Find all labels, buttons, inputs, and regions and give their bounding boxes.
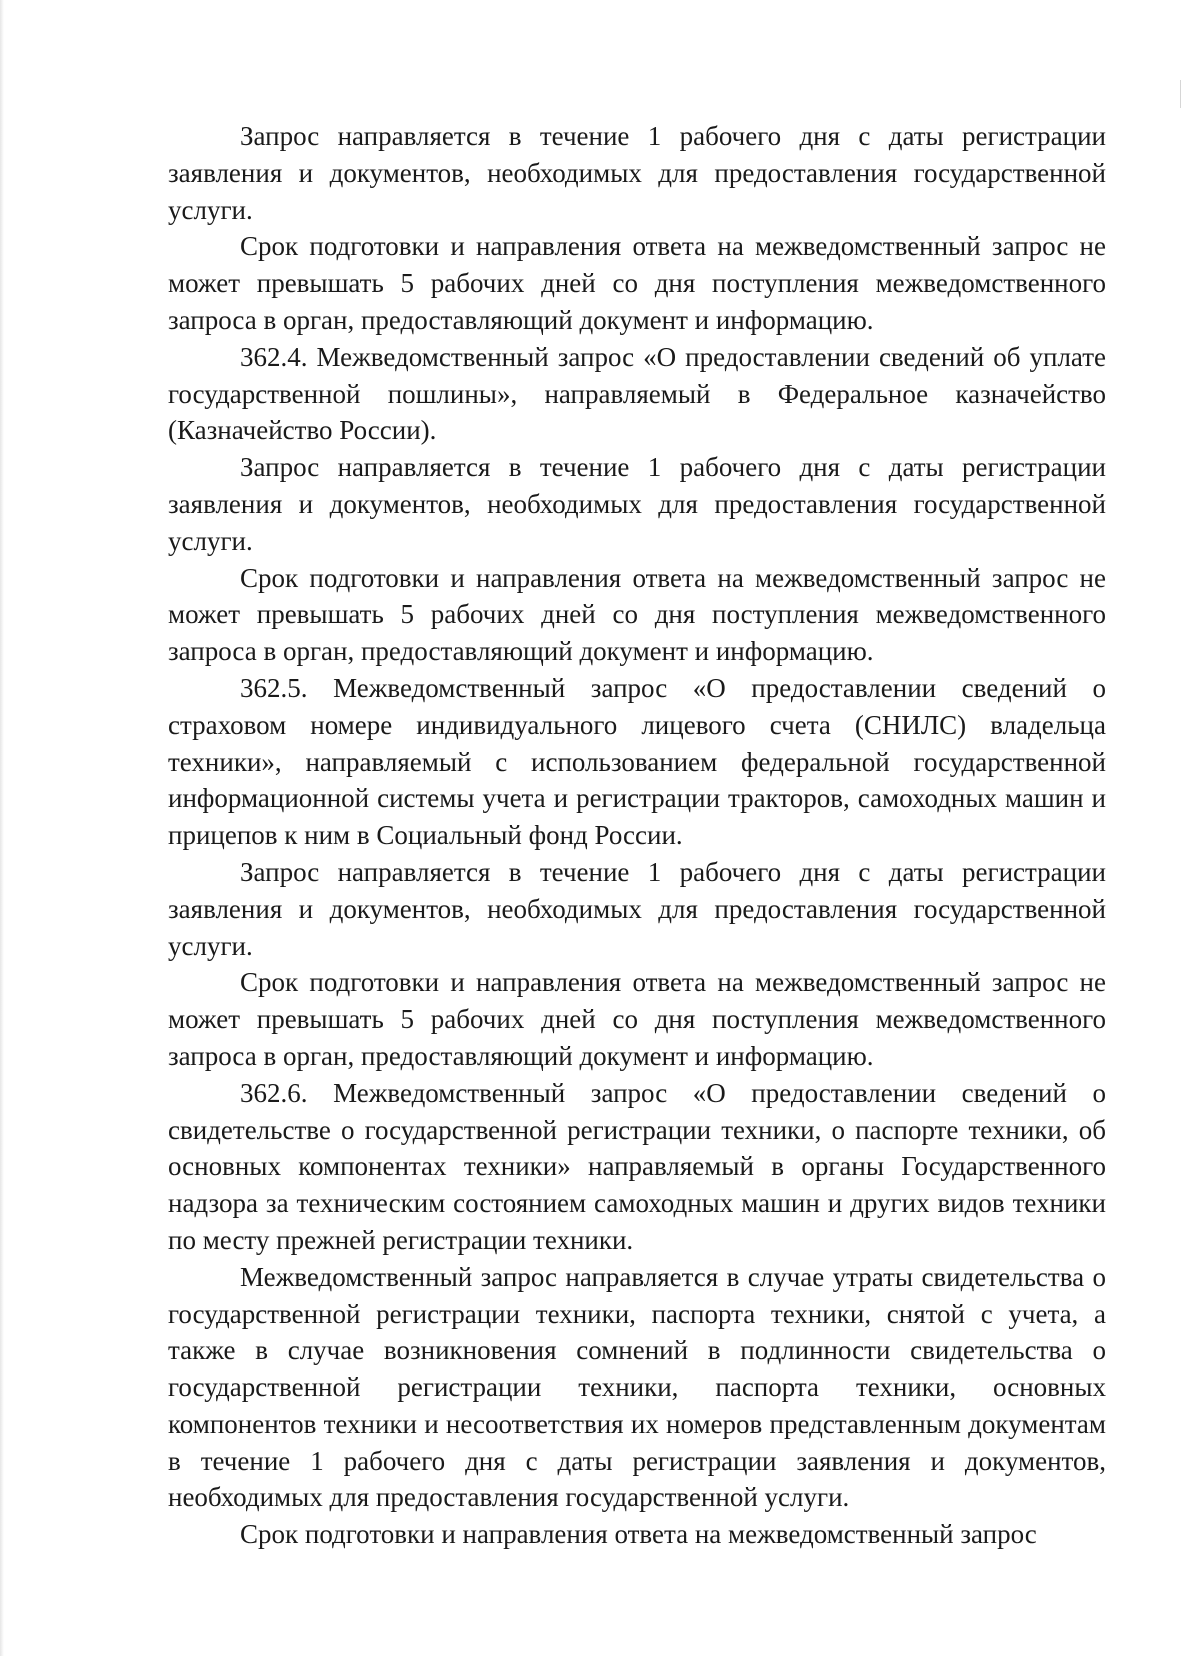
paragraph: 362.6. Межведомственный запрос «О предоставлении сведений о свидетельстве о государственной регистрации техники, о паспорте техники, об основных компонентах техники» направляемый в органы Государственного надзора за техническим состоянием самоходных машин и других видов техники по месту прежней регистрации техники. (168, 1077, 1106, 1255)
document-body (168, 118, 1106, 1553)
paragraph: Межведомственный запрос направляется в случае утраты свидетельства о государственной регистрации техники, паспорта техники, снятой с учета, а также в случае возникновения сомнений в подлинности свидетельства о государственной регистрации техники, паспорта техники, основных компонентов техники и несоответствия их номеров представленным документам в течение 1 рабочего дня с даты регистрации заявления и документов, необходимых для предоставления государственной услуги. (168, 1261, 1106, 1513)
paragraph: Запрос направляется в течение 1 рабочего дня с даты регистрации заявления и документов, необходимых для предоставления государственной услуги. (168, 121, 1106, 225)
paragraph: 362.5. Межведомственный запрос «О предоставлении сведений о страховом номере индивидуального лицевого счета (СНИЛС) владельца техники», направляемый с использованием федеральной государственной информационной системы учета и регистрации тракторов, самоходных машин и прицепов к ним в Социальный фонд России. (168, 672, 1106, 851)
paragraph: Срок подготовки и направления ответа на межведомственный запрос не может превышать 5 рабочих дней со дня поступления межведомственного запроса в орган, предоставляющий документ и информацию. (168, 967, 1106, 1071)
scan-left-edge (0, 0, 4, 1656)
paragraph: Срок подготовки и направления ответа на межведомственный запрос не может превышать 5 рабочих дней со дня поступления межведомственного запроса в орган, предоставляющий документ и информацию. (168, 562, 1106, 667)
paragraph: Срок подготовки и направления ответа на межведомственный запрос не может превышать 5 рабочих дней со дня поступления межведомственного запроса в орган, предоставляющий документ и информацию. (168, 231, 1106, 335)
paragraph: Запрос направляется в течение 1 рабочего дня с даты регистрации заявления и документов, необходимых для предоставления государственной услуги. (168, 856, 1106, 961)
scan-mark (1180, 80, 1181, 108)
paragraph: 362.4. Межведомственный запрос «О предоставлении сведений об уплате государственной пошлины», направляемый в Федеральное казначейство (Казначейство России). (168, 341, 1106, 446)
paragraph: Запрос направляется в течение 1 рабочего дня с даты регистрации заявления и документов, необходимых для предоставления государственной услуги. (168, 452, 1106, 556)
paragraph: Срок подготовки и направления ответа на межведомственный запрос (240, 1519, 1037, 1550)
